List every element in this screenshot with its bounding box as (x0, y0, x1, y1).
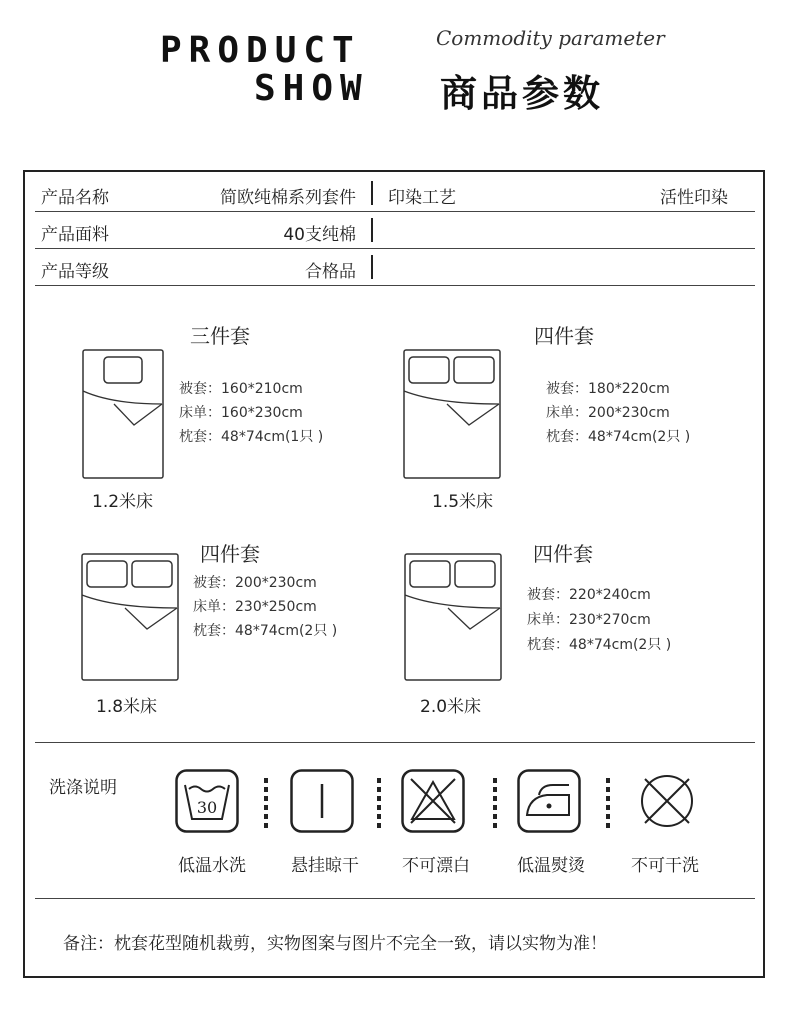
spec-line: 床单：230*250cm (193, 599, 317, 615)
column-separator (371, 181, 373, 205)
no-dry-clean-icon (635, 769, 699, 833)
icon-separator (264, 778, 268, 828)
table-divider (35, 285, 755, 286)
icon-separator (493, 778, 497, 828)
bed-icon-single-pillow (82, 349, 164, 479)
wash-label: 低温熨烫 (517, 856, 585, 876)
spec-line: 床单：160*230cm (179, 405, 303, 421)
spec-line: 床单：230*270cm (527, 612, 651, 628)
icon-separator (377, 778, 381, 828)
section-divider (35, 898, 755, 899)
bed-icon-double-pillow (404, 553, 502, 681)
param-value: 简欧纯棉系列套件 (220, 188, 356, 208)
table-divider (35, 248, 755, 249)
bed-icon-double-pillow (403, 349, 501, 479)
spec-line: 被套：200*230cm (193, 575, 317, 591)
spec-line: 枕套：48*74cm(2只 ) (527, 637, 672, 653)
param-label: 产品等级 (41, 262, 109, 282)
param-value: 合格品 (305, 262, 356, 282)
wash-temperature: 30 (196, 798, 218, 817)
wash-label: 悬挂晾干 (291, 856, 359, 876)
title-cn: 商品参数 (440, 72, 604, 115)
title-show: SHOW (254, 68, 369, 109)
spec-line: 床单：200*230cm (546, 405, 670, 421)
wash-30-icon (175, 769, 239, 833)
section-divider (35, 742, 755, 743)
bed-icon-double-pillow (81, 553, 179, 681)
column-separator (371, 218, 373, 242)
set-title: 四件套 (533, 542, 593, 566)
spec-line: 被套：220*240cm (527, 587, 651, 603)
bed-size-label: 2.0米床 (420, 697, 482, 717)
spec-line: 被套：160*210cm (179, 381, 303, 397)
hang-dry-icon (290, 769, 354, 833)
param-label: 印染工艺 (388, 188, 456, 208)
low-iron-icon (517, 769, 581, 833)
param-label: 产品名称 (41, 188, 109, 208)
param-label: 产品面料 (41, 225, 109, 245)
spec-line: 被套：180*220cm (546, 381, 670, 397)
column-separator (371, 255, 373, 279)
wash-label: 不可漂白 (402, 856, 470, 876)
wash-label: 低温水洗 (178, 856, 246, 876)
note-text: 备注：枕套花型随机裁剪，实物图案与图片不完全一致，请以实物为准！ (63, 934, 607, 954)
table-divider (35, 211, 755, 212)
spec-line: 枕套：48*74cm(1只 ) (179, 429, 324, 445)
bed-size-label: 1.8米床 (96, 697, 158, 717)
param-value: 40支纯棉 (283, 225, 356, 245)
title-product: PRODUCT (160, 30, 361, 71)
title-commodity-parameter: Commodity parameter (436, 26, 665, 50)
bed-size-label: 1.5米床 (432, 492, 494, 512)
no-bleach-icon (401, 769, 465, 833)
icon-separator (606, 778, 610, 828)
spec-line: 枕套：48*74cm(2只 ) (193, 623, 338, 639)
set-title: 四件套 (534, 324, 594, 348)
set-title: 四件套 (200, 542, 260, 566)
bed-size-label: 1.2米床 (92, 492, 154, 512)
param-value: 活性印染 (660, 188, 728, 208)
wash-label: 不可干洗 (631, 856, 699, 876)
spec-line: 枕套：48*74cm(2只 ) (546, 429, 691, 445)
set-title: 三件套 (190, 324, 250, 348)
wash-title: 洗涤说明 (49, 778, 117, 798)
